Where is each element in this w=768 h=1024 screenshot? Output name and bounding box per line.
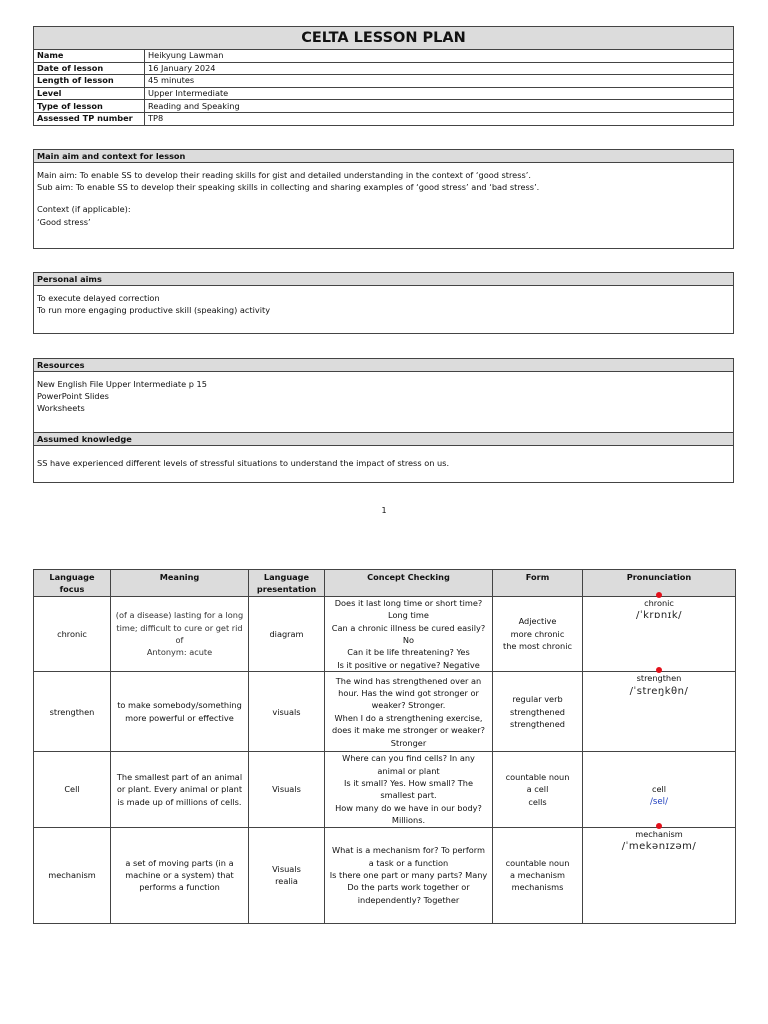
sub-aim-text: Sub aim: To enable SS to develop their speaking skills in collecting and sharing examples of ‘good stress’ and ‘bad stress’. — [37, 182, 540, 193]
resources-section — [33, 358, 734, 433]
personal-aim-line: To execute delayed correction — [37, 293, 160, 303]
header-concept-checking: Concept Checking — [325, 570, 493, 597]
lesson-info-table — [34, 50, 733, 125]
header-meaning: Meaning — [111, 570, 249, 597]
pron-word: strengthen — [637, 672, 682, 684]
meaning-cell: The smallest part of an animal or plant. Every animal or plant is made up of millions of cells. — [111, 752, 249, 827]
form-cell: countable noun a mechanism mechanisms — [493, 827, 583, 923]
pron-word: cell — [651, 783, 667, 794]
phonemic-script: /sel/ — [650, 796, 668, 807]
info-value: TP8 — [145, 112, 734, 124]
table-row — [34, 752, 736, 827]
info-row — [34, 50, 733, 62]
meaning-cell: to make somebody/something more powerful or effective — [111, 672, 249, 752]
main-aim-section — [33, 149, 734, 249]
header-form: Form — [493, 570, 583, 597]
main-aim-text: Main aim: To enable SS to develop their reading skills for gist and detailed understanding in the context of ‘good stress’. — [37, 170, 531, 180]
section-body — [34, 372, 733, 415]
phonemic-script: /ˈmekənɪzəm/ — [621, 841, 697, 853]
focus-cell: mechanism — [34, 827, 111, 923]
stress-dot-icon — [656, 592, 662, 598]
form-cell: countable noun a cell cells — [493, 752, 583, 827]
phonemic-script: /ˈstreŋkθn/ — [629, 685, 689, 697]
concept-checking-cell: Where can you find cells? In any animal or plant Is it small? Yes. How small? The smallest part. How many do we have in our body? Millions. — [325, 752, 493, 827]
section-heading: Main aim and context for lesson — [34, 150, 733, 163]
meaning-cell: (of a disease) lasting for a long time; difficult to cure or get rid of Antonym: acute — [111, 596, 249, 671]
info-value: Heikyung Lawman — [148, 50, 224, 61]
concept-checking-cell: The wind has strengthened over an hour. Has the wind got stronger or weaker? Stronger. When I do a strengthening exercise, does it make me stronger or weaker? Stronger — [325, 672, 493, 752]
info-row — [34, 100, 733, 113]
phonemic-script: /ˈkrɒnɪk/ — [635, 610, 683, 622]
info-key: Type of lesson — [34, 100, 145, 113]
concept-checking-cell: What is a mechanism for? To perform a task or a function Is there one part or many parts? Many Do the parts work together or independently? Together — [325, 827, 493, 923]
presentation-cell: visuals — [249, 672, 325, 752]
section-body — [34, 163, 733, 228]
section-body — [34, 446, 733, 469]
pron-word: mechanism — [635, 828, 682, 840]
resource-line: PowerPoint Slides — [37, 391, 109, 402]
language-analysis-table — [33, 569, 736, 924]
pronunciation-cell — [583, 752, 736, 827]
presentation-cell: Visuals — [249, 752, 325, 827]
table-header-row — [34, 570, 736, 597]
info-row — [34, 75, 733, 88]
form-cell: regular verb strengthened strengthened — [493, 672, 583, 752]
header-language-presentation: Language presentation — [249, 570, 325, 597]
context-label: Context (if applicable): — [37, 204, 131, 215]
header-pronunciation: Pronunciation — [583, 570, 736, 597]
table-row — [34, 672, 736, 752]
info-row — [34, 87, 733, 100]
section-heading: Resources — [34, 359, 733, 372]
focus-cell: Cell — [34, 752, 111, 827]
page-number: 1 — [381, 506, 387, 515]
table-row — [34, 827, 736, 923]
presentation-cell: Visuals realia — [249, 827, 325, 923]
concept-checking-cell: Does it last long time or short time? Long time Can a chronic illness be cured easily? No Can it be life threatening? Yes Is it positive or negative? Negative — [325, 596, 493, 671]
info-row — [34, 62, 733, 75]
focus-cell: chronic — [34, 596, 111, 671]
form-cell: Adjective more chronic the most chronic — [493, 596, 583, 671]
focus-cell: strengthen — [34, 672, 111, 752]
resource-line: Worksheets — [37, 403, 85, 414]
table-row — [34, 596, 736, 671]
pronunciation-cell — [583, 827, 736, 923]
info-value: Reading and Speaking — [145, 100, 734, 113]
personal-aims-section — [33, 272, 734, 334]
pronunciation-cell — [583, 672, 736, 752]
pronunciation-cell — [583, 596, 736, 671]
info-row — [34, 112, 733, 124]
meaning-cell: a set of moving parts (in a machine or a system) that performs a function — [111, 827, 249, 923]
stress-dot-icon — [656, 823, 662, 829]
lesson-info-box — [33, 26, 734, 126]
section-heading: Assumed knowledge — [34, 433, 733, 446]
personal-aim-line: To run more engaging productive skill (speaking) activity — [37, 305, 271, 316]
info-value: Upper Intermediate — [145, 87, 734, 100]
presentation-cell: diagram — [249, 596, 325, 671]
resource-line: New English File Upper Intermediate p 15 — [37, 379, 207, 389]
header-language-focus: Language focus — [34, 570, 111, 597]
info-value: 16 January 2024 — [145, 62, 734, 75]
info-key: Level — [34, 87, 145, 100]
info-value: 45 minutes — [145, 75, 734, 88]
info-key: Name — [34, 50, 145, 62]
assumed-knowledge-text: SS have experienced different levels of stressful situations to understand the impact of stress on us. — [37, 458, 450, 468]
section-heading: Personal aims — [34, 273, 733, 286]
assumed-knowledge-section — [33, 432, 734, 483]
section-body — [34, 286, 733, 316]
document-title: CELTA LESSON PLAN — [34, 27, 733, 50]
info-key: Date of lesson — [34, 62, 145, 75]
pron-word: chronic — [644, 597, 674, 609]
info-key: Assessed TP number — [34, 112, 145, 124]
info-key: Length of lesson — [34, 75, 145, 88]
context-value: ‘Good stress’ — [37, 216, 91, 227]
